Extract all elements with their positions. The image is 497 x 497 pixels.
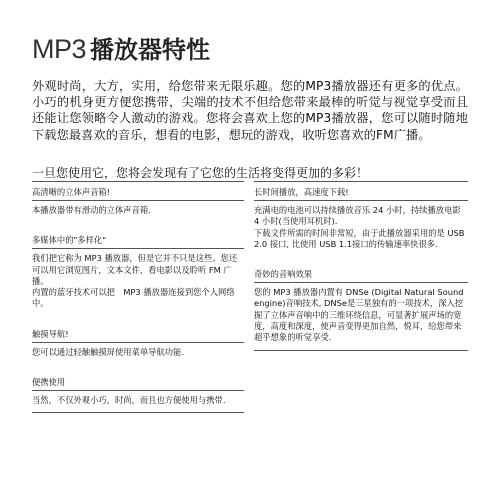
section-heading: 长时间播放，高速度下载!	[254, 181, 468, 201]
page-title	[32, 30, 210, 64]
section-heading: 高清晰的立体声音箱!	[32, 181, 244, 201]
section-battery	[254, 181, 468, 250]
section-gap	[254, 250, 468, 264]
section-body: 我们把它称为 MP3 播放器，但是它并不只是这些。您还可以用它浏览图片，文本文件，看电影以及聆听 FM 广播。 内置的蓝牙技术可以把 MP3 播放器连接到您个人网络中。	[32, 253, 238, 309]
tagline: 一旦您使用它，您将会发现有了它您的生活将变得更加的多彩！	[32, 166, 369, 180]
section-body: 本播放器带有滑动的立体声音箱.	[32, 205, 151, 215]
section-touch	[32, 324, 244, 358]
section-sound	[254, 264, 468, 350]
left-column	[32, 181, 244, 413]
section-stereo	[32, 181, 244, 216]
section-gap	[32, 216, 244, 230]
section-heading: 多媒体中的"多样化"	[32, 230, 244, 249]
right-column	[254, 181, 468, 351]
intro-paragraph: 外观时尚，大方，实用，给您带来无限乐趣。您的MP3播放器还有更多的优点。小巧的机身更方便您携带，尖端的技术不但给您带来最棒的听觉与视觉享受而且还能让您领略令人激动的游戏。您将会喜欢上您的MP3播放器，您可以随时随地下载您最喜欢的音乐，想看的电影，想玩的游戏，收听您喜欢的FM广播。	[32, 79, 468, 142]
section-heading: 奇妙的音响效果	[254, 264, 468, 283]
section-heading: 触摸导航!	[32, 324, 244, 343]
section-body: 您的 MP3 播放器内置有 DNSe (Digital Natural Sound engine)音响技术, DNSe是三星独有的一项技术，深入挖掘了立体声音响中的三维环绕信息，可显著扩展声场的宽度，高度和深度，使声音变得更加自然，悦耳，给您带来超乎想象的听觉享受.	[254, 283, 468, 350]
section-multimedia	[32, 230, 244, 309]
section-gap	[32, 310, 244, 324]
title-features: 播放器特性	[90, 36, 211, 64]
section-heading: 便携使用	[32, 372, 244, 391]
section-body: 当然，不仅外观小巧，时尚，而且也方便使用与携带.	[32, 391, 244, 413]
section-gap	[32, 358, 244, 372]
title-mp3: MP3	[32, 34, 87, 64]
section-body: 充满电的电池可以持续播放音乐 24 小时，持续播放电影 4 小时(当使用耳机时). 下载文件所需的时间非常短，由于此播放器采用的是 USB 2.0 接口, 比使用 USB 1.1接口的传输速率快很多.	[254, 205, 465, 249]
section-body: 您可以通过轻触触摸屏使用菜单导航功能.	[32, 346, 184, 357]
section-portable	[32, 372, 244, 413]
